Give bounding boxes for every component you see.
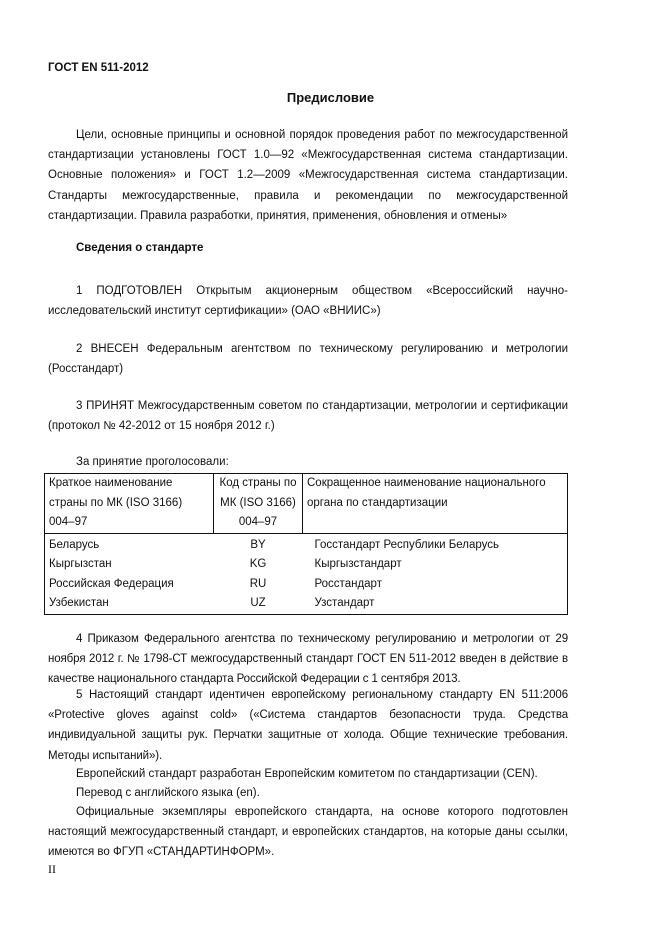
cen-line: Европейский стандарт разработан Европейским комитетом по стандартизации (CEN). <box>76 768 538 780</box>
country-cell: Узбекистан <box>45 594 214 614</box>
item-2: 2 ВНЕСЕН Федеральным агентством по техническому регулированию и метрологии (Росстандарт) <box>48 343 568 376</box>
item-5: 5 Настоящий стандарт идентичен европейскому региональному стандарту EN 511:2006 «Protective gloves against cold» («Система стандартов безопасности труда. Средства индивидуальной защиты рук. Перчатки защитные от холода. Общие технические требования. Методы испытаний»). <box>48 689 568 762</box>
header-line: Сокращенное наименование национального <box>307 477 546 489</box>
body-cell: Узстандарт <box>303 594 568 614</box>
table-row <box>45 594 568 614</box>
body-cell: Росстандарт <box>303 575 568 595</box>
table-header-country <box>45 474 214 534</box>
header-line: Код страны по <box>219 477 297 489</box>
intro-paragraph: Цели, основные принципы и основной порядок проведения работ по межгосударственной стандартизации установлены ГОСТ 1.0—92 «Межгосударственная система стандартизации. Основные положения» и ГОСТ 1.2—2009 «Межгосударственная система стандартизации. Стандарты межгосударственные, правила и рекомендации по межгосударственной стандартизации. Правила разработки, принятия, применения, обновления и отмены» <box>48 129 568 222</box>
table-row <box>45 533 568 555</box>
country-cell: Кыргызстан <box>45 555 214 575</box>
header-line: органа по стандартизации <box>307 496 448 509</box>
page-title: Предисловие <box>286 90 375 105</box>
translation-line: Перевод с английского языка (en). <box>76 787 260 799</box>
table-row <box>45 555 568 575</box>
voted-label: За принятие проголосовали: <box>76 456 229 468</box>
item-3: 3 ПРИНЯТ Межгосударственным советом по стандартизации, метрологии и сертификации (протокол № 42-2012 от 15 ноября 2012 г.) <box>48 400 568 433</box>
header-line: 004–97 <box>49 516 88 528</box>
code-cell: BY <box>250 538 266 551</box>
table-row <box>45 575 568 595</box>
header-line: 004–97 <box>238 516 278 528</box>
header-line: страны по МК (ISO 3166) <box>49 496 183 509</box>
document-code: ГОСТ EN 511-2012 <box>48 62 149 74</box>
item-4: 4 Приказом Федерального агентства по техническому регулированию и метрологии от 29 ноября 2012 г. № 1798-СТ межгосударственный стандарт ГОСТ EN 511-2012 введен в действие в качестве национального стандарта Российской Федерации с 1 сентября 2013. <box>48 633 568 686</box>
official-copies: Официальные экземпляры европейского стандарта, на основе которого подготовлен настоящий межгосударственный стандарт, и европейских стандартов, на которые даны ссылки, имеются во ФГУП «СТАНДАРТИНФОРМ». <box>48 806 568 859</box>
body-cell: Кыргызстандарт <box>303 555 568 575</box>
table-header-body <box>303 474 568 534</box>
body-cell: Госстандарт Республики Беларусь <box>303 533 568 555</box>
header-line: МК (ISO 3166) <box>220 496 296 509</box>
page-number: II <box>48 862 56 876</box>
code-cell: KG <box>249 558 267 570</box>
code-cell: UZ <box>214 594 303 614</box>
section-title: Сведения о стандарте <box>76 242 204 254</box>
country-cell: Российская Федерация <box>45 575 214 595</box>
item-1: 1 ПОДГОТОВЛЕН Открытым акционерным обществом «Всероссийский научно-исследовательский институт сертификации» (ОАО «ВНИИС») <box>48 285 568 318</box>
code-cell: RU <box>249 577 267 590</box>
country-cell: Беларусь <box>45 533 214 555</box>
table-header-code <box>214 474 303 534</box>
header-line: Краткое наименование <box>49 477 173 489</box>
voting-table <box>44 473 568 611</box>
